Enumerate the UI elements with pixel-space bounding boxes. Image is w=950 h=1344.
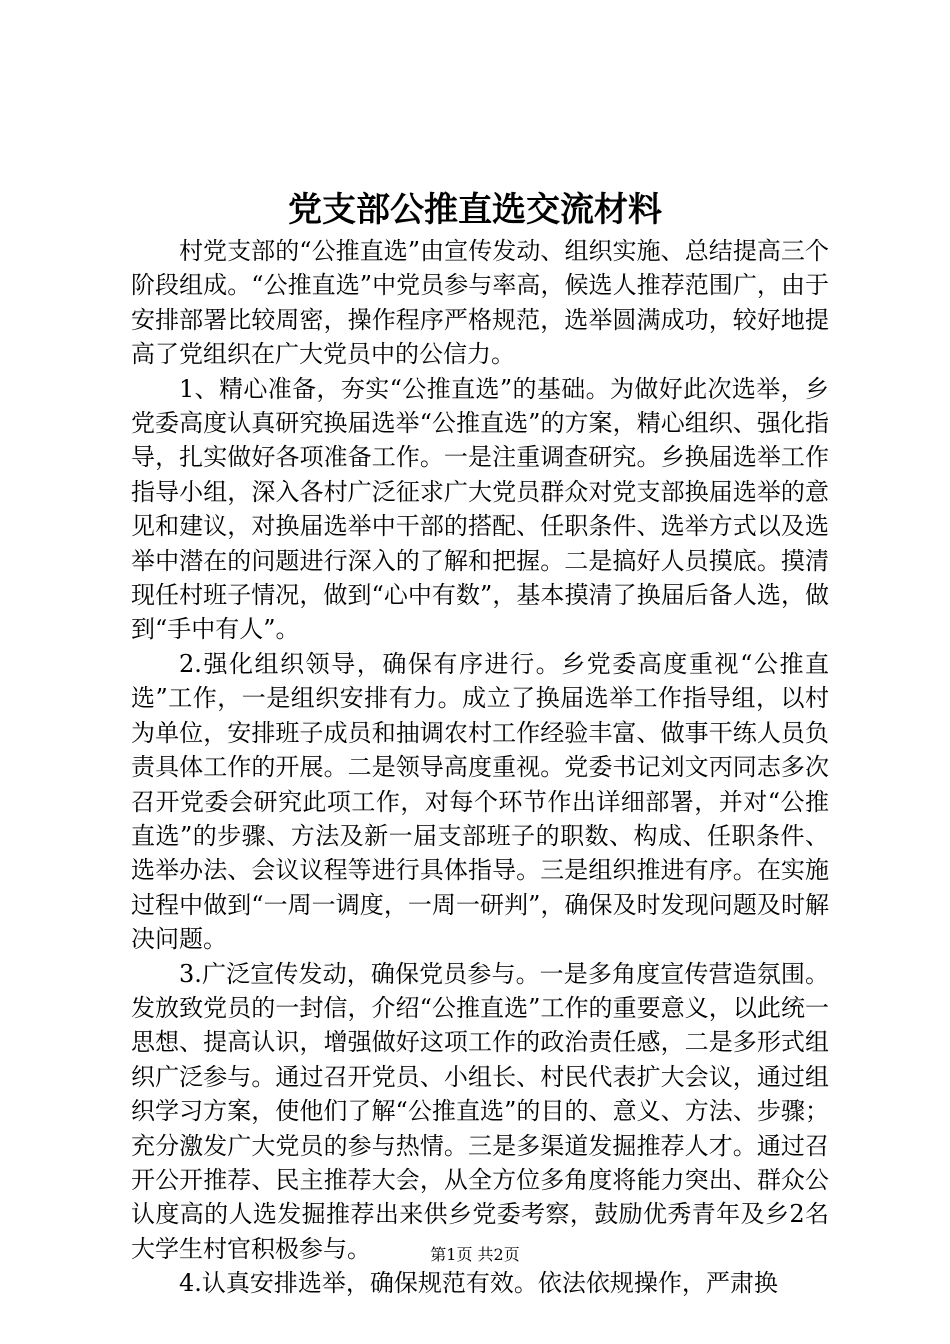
paragraph-section-1: 1、精心准备，夯实“公推直选”的基础。为做好此次选举，乡党委高度认真研究换届选举“公推直选”的方案，精心组织、强化指导，扎实做好各项准备工作。一是注重调查研究。乡换届选举工作指导小组，深入各村广泛征求广大党员群众对党支部换届选举的意见和建议，对换届选举中干部的搭配、任职条件、选举方式以及选举中潜在的问题进行深入的了解和把握。二是搞好人员摸底。摸清现任村班子情况，做到“心中有数”，基本摸清了换届后备人选，做到“手中有人”。: [131, 374, 829, 644]
paragraph-section-4: 4.认真安排选举，确保规范有效。依法依规操作，严肃换: [179, 1269, 778, 1298]
paragraph-section-3: 3.广泛宣传发动，确保党员参与。一是多角度宣传营造氛围。发放致党员的一封信，介绍“公推直选”工作的重要意义，以此统一思想、提高认识，增强做好这项工作的政治责任感，二是多形式组织广泛参与。通过召开党员、小组长、村民代表扩大会议，通过组织学习方案，使他们了解“公推直选”的目的、意义、方法、步骤；充分激发广大党员的参与热情。三是多渠道发掘推荐人才。通过召开公开推荐、民主推荐大会，从全方位多角度将能力突出、群众公认度高的人选发掘推荐出来供乡党委考察，鼓励优秀青年及乡2名大学生村官积极参与。: [131, 959, 829, 1263]
page-footer: 第1页 共2页: [430, 1245, 520, 1264]
document-body: [131, 234, 829, 1301]
paragraph-intro: 村党支部的“公推直选”由宣传发动、组织实施、总结提高三个阶段组成。“公推直选”中党员参与率高，候选人推荐范围广，由于安排部署比较周密，操作程序严格规范，选举圆满成功，较好地提高了党组织在广大党员中的公信力。: [131, 237, 829, 369]
paragraph-section-2: 2.强化组织领导，确保有序进行。乡党委高度重视“公推直选”工作，一是组织安排有力。成立了换届选举工作指导组，以村为单位，安排班子成员和抽调农村工作经验丰富、做事干练人员负责具体工作的开展。二是领导高度重视。党委书记刘文丙同志多次召开党委会研究此项工作，对每个环节作出详细部署，并对“公推直选”的步骤、方法及新一届支部班子的职数、构成、任职条件、选举办法、会议议程等进行具体指导。三是组织推进有序。在实施过程中做到“一周一调度，一周一研判”，确保及时发现问题及时解决问题。: [131, 649, 829, 954]
document-title: 党支部公推直选交流材料: [288, 190, 662, 230]
